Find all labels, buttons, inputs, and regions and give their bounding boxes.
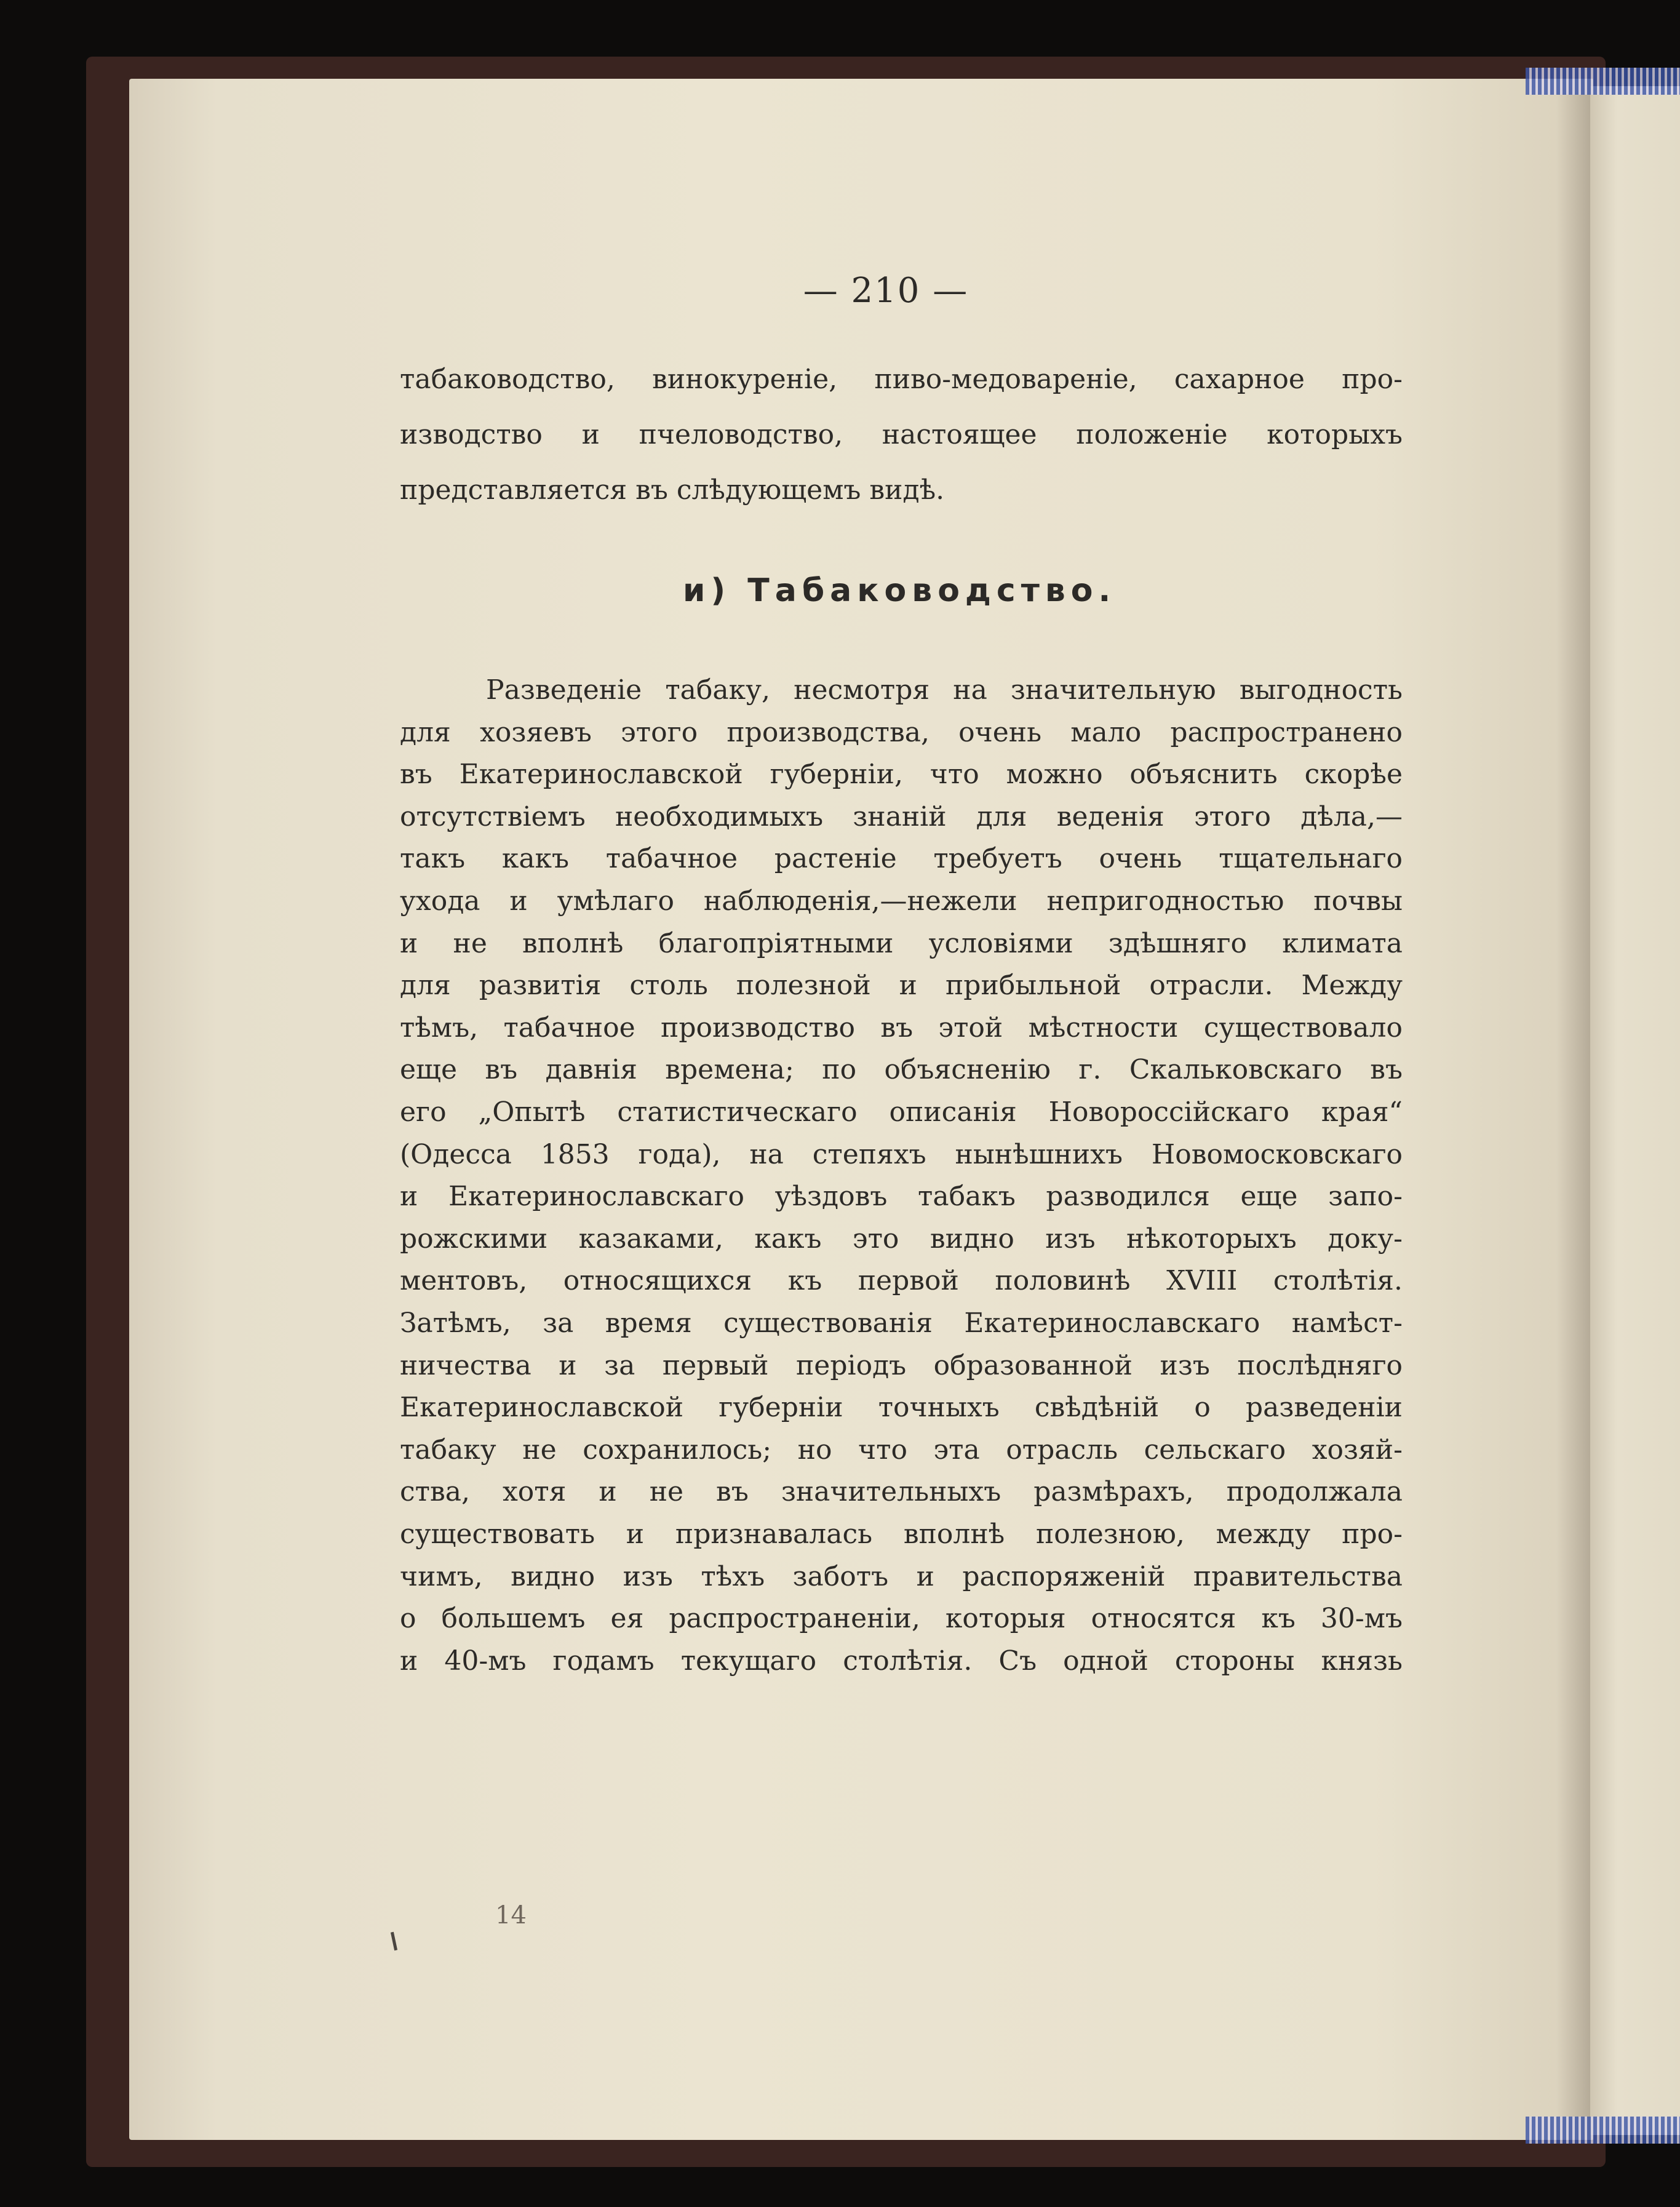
- text-line: табаку не сохранилось; но что эта отрасль сельскаго хозяй-: [400, 1434, 1403, 1466]
- top-bookmark-band: [1526, 68, 1680, 95]
- text-line: тѣмъ, табачное производство въ этой мѣстности существовало: [400, 1012, 1403, 1044]
- text-line: и Екатеринославскаго уѣздовъ табакъ разводился еще запо-: [400, 1181, 1403, 1212]
- text-line: и 40-мъ годамъ текущаго столѣтія. Съ одной стороны князь: [400, 1645, 1403, 1677]
- text-line: Екатеринославской губерніи точныхъ свѣдѣній о разведеніи: [400, 1392, 1403, 1423]
- text-line: рожскими казаками, какъ это видно изъ нѣкоторыхъ доку-: [400, 1223, 1403, 1255]
- page-number: — 210 —: [803, 271, 969, 311]
- text-line: такъ какъ табачное растеніе требуетъ очень тщательнаго: [400, 843, 1403, 874]
- text-line: для развитія столь полезной и прибыльной отрасли. Между: [400, 970, 1403, 1001]
- right-page-edge: [1590, 86, 1680, 2135]
- text-line: еще въ давнія времена; по объясненію г. Скальковскаго въ: [400, 1054, 1403, 1085]
- text-line: для хозяевъ этого производства, очень мало распространено: [400, 717, 1403, 748]
- text-line: представляется въ слѣдующемъ видѣ.: [400, 474, 945, 506]
- text-line: ства, хотя и не въ значительныхъ размѣрахъ, продолжала: [400, 1476, 1403, 1507]
- bottom-bookmark-band: [1526, 2117, 1680, 2144]
- text-line: табаководство, винокуреніе, пиво-медовареніе, сахарное про-: [400, 364, 1403, 395]
- text-line: и не вполнѣ благопріятными условіями здѣшняго климата: [400, 928, 1403, 959]
- text-line: о большемъ ея распространеніи, которыя относятся къ 30-мъ: [400, 1603, 1403, 1634]
- text-line: въ Екатеринославской губерніи, что можно объяснить скорѣе: [400, 759, 1403, 790]
- text-line: существовать и признавалась вполнѣ полезною, между про-: [400, 1519, 1403, 1550]
- text-line: Разведеніе табаку, несмотря на значительную выгодность: [486, 674, 1403, 706]
- text-line: ничества и за первый періодъ образованной изъ послѣдняго: [400, 1350, 1403, 1381]
- text-line: ухода и умѣлаго наблюденія,—нежели непригодностью почвы: [400, 885, 1403, 917]
- text-line: (Одесса 1853 года), на степяхъ нынѣшнихъ Новомосковскаго: [400, 1139, 1403, 1170]
- text-line: Затѣмъ, за время существованія Екатеринославскаго намѣст-: [400, 1307, 1403, 1339]
- signature-mark: 14: [495, 1901, 527, 1930]
- section-heading: и) Табаководство.: [683, 572, 1117, 609]
- text-line: изводство и пчеловодство, настоящее положеніе которыхъ: [400, 419, 1403, 450]
- text-line: чимъ, видно изъ тѣхъ заботъ и распоряженій правительства: [400, 1561, 1403, 1592]
- text-line: его „Опытѣ статистическаго описанія Новороссійскаго края“: [400, 1096, 1403, 1128]
- text-line: отсутствіемъ необходимыхъ знаній для веденія этого дѣла,—: [400, 801, 1403, 832]
- text-line: ментовъ, относящихся къ первой половинѣ XVIII столѣтія.: [400, 1265, 1403, 1296]
- page-gutter-shadow: [1556, 79, 1593, 2140]
